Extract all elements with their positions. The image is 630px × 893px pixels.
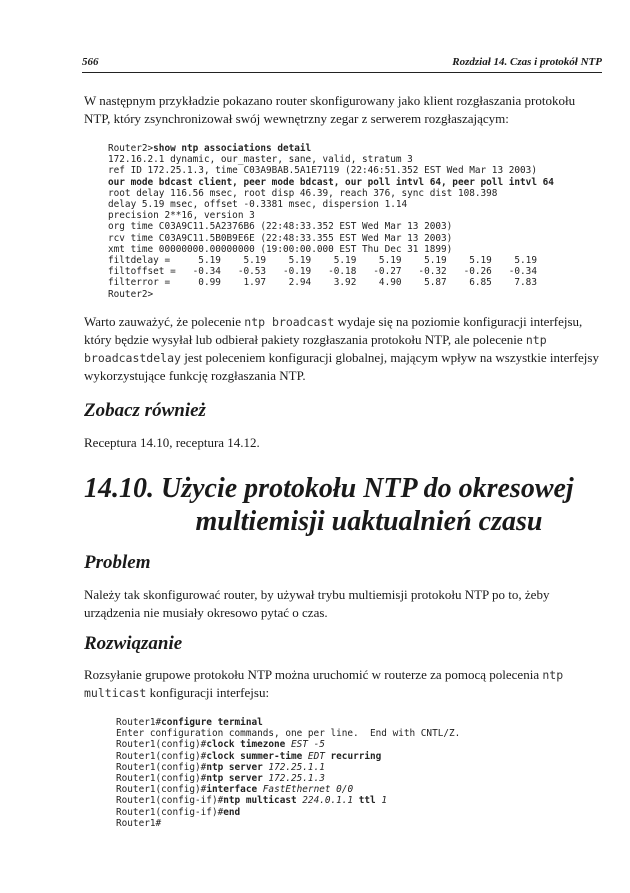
inline-command: ntp broadcast [244,315,335,329]
code-line: Router2> [108,143,154,154]
code-prompt: Router1(config)# [116,773,207,785]
code-prompt: Router1# [116,717,162,728]
code-line: org time C03A9C11.5A2376B6 (22:48:33.352 EST Wed Mar 13 2003) [108,221,453,233]
code-line: filterror = 0.99 1.97 2.94 3.92 4.90 5.87 6.85 7.83 [108,277,537,289]
code-line: Router2> [108,288,154,300]
code-line: ref ID 172.25.1.3, time C03A9BAB.5A1E7119 (22:46:51.352 EST Wed Mar 13 2003) [108,165,537,177]
intro-paragraph: W następnym przykładzie pokazano router skonfigurowany jako klient rozgłaszania protokołu NTP, który zsynchronizował swój wewnętrzny zegar z serwerem rozgłaszającym: [84,93,576,126]
code-command: interface [206,784,258,796]
para-text: jest poleceniem konfiguracji globalnej, mającym wpływ na wszystkie interfejsy wykorzystujące funkcję rozgłaszania NTP. [84,350,599,383]
running-title: Rozdział 14. Czas i protokół NTP [452,56,602,68]
inline-command: ntp broadcastdelay [84,333,547,365]
code-keyword: ttl [358,795,376,807]
inline-command: ntp multicast [84,668,564,700]
code-command: clock summer-time [206,750,303,762]
code-command: configure terminal [161,717,263,728]
code-line: Enter configuration commands, one per line. End with CNTL/Z. [116,728,461,740]
section-title [84,472,614,538]
solution-text [84,666,602,702]
code-line: xmt time 00000000.00000000 (19:00:00.000 EST Thu Dec 31 1899) [108,243,453,255]
code-line: root delay 116.56 msec, root disp 46.39, reach 376, sync dist 108.398 [108,187,498,199]
code-prompt: Router1(config)# [116,761,207,773]
code-line: filtoffset = -0.34 -0.53 -0.19 -0.18 -0.27 -0.32 -0.26 -0.34 [108,266,537,278]
code-argument: 172.25.1.1 [268,761,325,773]
code-block-ntp-associations [108,143,554,300]
code-command: end [223,806,241,818]
code-command: ntp server [206,773,263,785]
see-also-heading: Zobacz również [84,400,206,421]
para-text: Rozsyłanie grupowe protokołu NTP można uruchomić w routerze za pomocą polecenia [84,667,543,682]
code-argument: 172.25.1.3 [268,773,325,785]
code-prompt: Router1(config)# [116,750,207,762]
code-argument: FastEthernet 0/0 [262,784,354,796]
code-argument: EDT [307,750,325,762]
code-line: precision 2**16, version 3 [108,210,255,222]
code-line: 172.16.2.1 dynamic, our_master, sane, valid, stratum 3 [108,154,413,166]
code-line: our mode bdcast client, peer mode bdcast, our poll intvl 64, peer poll intvl 64 [108,176,554,188]
para-text: konfiguracji interfejsu: [146,685,270,700]
code-keyword: recurring [330,750,382,762]
code-line: delay 5.19 msec, offset -0.3381 msec, dispersion 1.14 [108,199,408,211]
broadcast-note-paragraph [84,313,602,385]
header-rule [82,72,602,73]
code-command: clock timezone [206,739,286,751]
code-prompt: Router1(config-if)# [116,795,224,807]
code-line: filtdelay = 5.19 5.19 5.19 5.19 5.19 5.19 5.19 5.19 [108,255,537,267]
code-block-router-config [116,717,460,829]
code-command: ntp multicast [223,795,297,807]
code-argument: EST -5 [291,739,325,751]
section-title-line1: 14.10. Użycie protokołu NTP do okresowej [84,473,574,504]
page-number: 566 [82,56,99,68]
page-header [82,56,602,72]
code-command: ntp server [206,761,263,773]
code-prompt: Router1(config-if)# [116,806,224,818]
solution-heading: Rozwiązanie [84,633,183,654]
code-argument: 224.0.1.1 [302,795,354,807]
code-prompt: Router1(config)# [116,784,207,796]
code-line: rcv time C03A9C11.5B0B9E6E (22:48:33.355 EST Wed Mar 13 2003) [108,232,453,244]
section-title-line2: multiemisji uaktualnień czasu [195,506,543,537]
code-command: show ntp associations detail [153,143,312,154]
code-prompt: Router1# [116,817,162,829]
para-text: wydaje się na poziomie konfiguracji interfejsu, który będzie wysyłał lub odbierał pakiety rozgłaszania protokołu NTP, ale polecenie [84,314,583,347]
problem-heading: Problem [84,552,151,573]
problem-text: Należy tak skonfigurować router, by używał trybu multiemisji protokołu NTP po to, żeby urządzenia nie musiały okresowo pytać o czas. [84,587,550,620]
code-argument: 1 [381,795,387,807]
see-also-text: Receptura 14.10, receptura 14.12. [84,435,260,450]
code-prompt: Router1(config)# [116,739,207,751]
para-text: Warto zauważyć, że polecenie [84,314,245,329]
